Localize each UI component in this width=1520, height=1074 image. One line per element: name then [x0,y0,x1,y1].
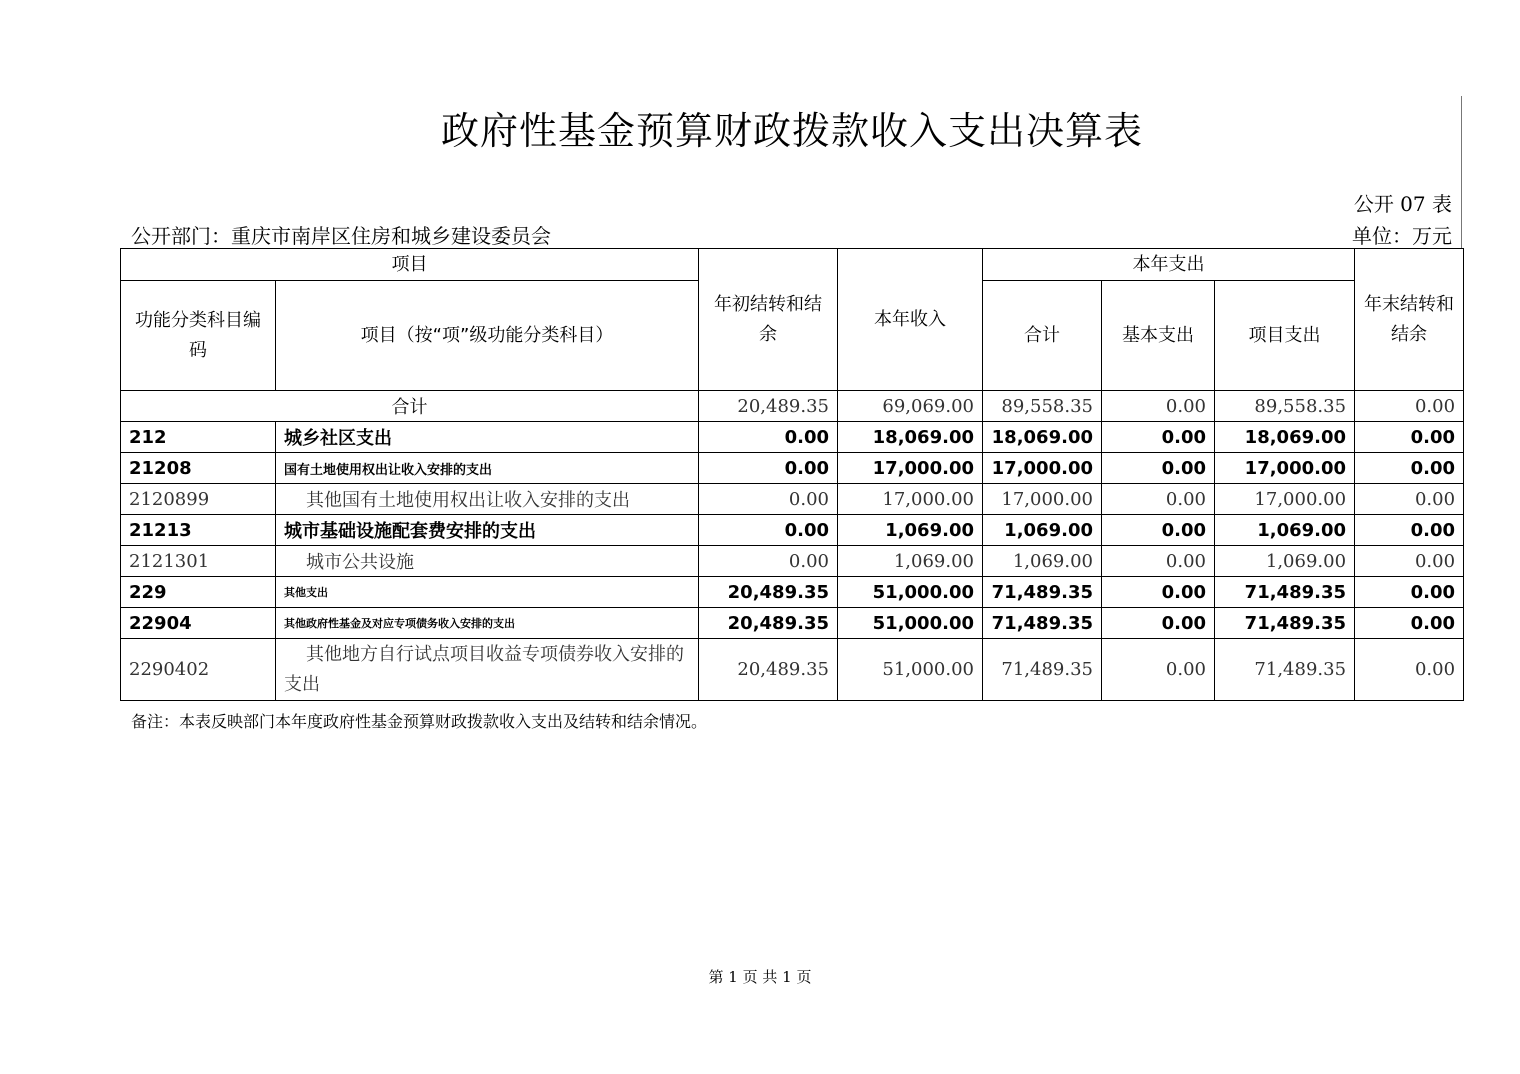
row-exp-project: 71,489.35 [1215,577,1355,608]
total-exp-basic: 0.00 [1102,391,1215,422]
row-opening: 0.00 [699,484,838,515]
header-exp-basic: 基本支出 [1102,281,1215,391]
total-opening: 20,489.35 [699,391,838,422]
row-income: 17,000.00 [838,453,983,484]
row-income: 51,000.00 [838,639,983,701]
table-row [121,577,1464,608]
row-exp-total: 71,489.35 [983,639,1102,701]
row-code: 21208 [121,453,276,484]
row-opening: 20,489.35 [699,608,838,639]
row-name: 其他政府性基金及对应专项债务收入安排的支出 [276,608,699,639]
unit-label: 单位：万元 [1352,224,1452,248]
row-opening: 0.00 [699,546,838,577]
row-exp-basic: 0.00 [1102,453,1215,484]
row-name: 城乡社区支出 [276,422,699,453]
row-closing: 0.00 [1355,639,1464,701]
row-exp-basic: 0.00 [1102,639,1215,701]
row-opening: 0.00 [699,453,838,484]
row-opening: 20,489.35 [699,639,838,701]
row-exp-project: 71,489.35 [1215,639,1355,701]
row-code: 2120899 [121,484,276,515]
row-exp-total: 18,069.00 [983,422,1102,453]
table-note: 备注：本表反映部门本年度政府性基金预算财政拨款收入支出及结转和结余情况。 [131,712,708,731]
row-name: 国有土地使用权出让收入安排的支出 [276,453,699,484]
department-label: 公开部门：重庆市南岸区住房和城乡建设委员会 [131,224,551,248]
header-code: 功能分类科目编码 [121,281,276,391]
row-exp-basic: 0.00 [1102,515,1215,546]
row-closing: 0.00 [1355,484,1464,515]
total-closing: 0.00 [1355,391,1464,422]
row-code: 21213 [121,515,276,546]
page-title: 政府性基金预算财政拨款收入支出决算表 [440,109,1143,153]
page-footer: 第 1 页 共 1 页 [708,968,812,986]
row-closing: 0.00 [1355,422,1464,453]
row-income: 51,000.00 [838,608,983,639]
header-expenditure: 本年支出 [983,249,1355,281]
row-exp-basic: 0.00 [1102,608,1215,639]
row-exp-total: 17,000.00 [983,484,1102,515]
row-exp-total: 1,069.00 [983,515,1102,546]
header-opening-balance: 年初结转和结余 [699,249,838,391]
header-exp-total: 合计 [983,281,1102,391]
row-code: 22904 [121,608,276,639]
row-opening: 0.00 [699,515,838,546]
row-name: 城市公共设施 [276,546,699,577]
table-row [121,453,1464,484]
row-exp-basic: 0.00 [1102,422,1215,453]
total-label: 合计 [121,391,699,422]
table-row [121,546,1464,577]
header-closing-balance: 年末结转和结余 [1355,249,1464,391]
row-exp-project: 18,069.00 [1215,422,1355,453]
row-exp-basic: 0.00 [1102,577,1215,608]
row-exp-basic: 0.00 [1102,546,1215,577]
row-exp-project: 17,000.00 [1215,453,1355,484]
header-project: 项目 [121,249,699,281]
row-income: 1,069.00 [838,546,983,577]
row-exp-project: 1,069.00 [1215,546,1355,577]
table-row [121,608,1464,639]
row-exp-total: 71,489.35 [983,608,1102,639]
row-income: 51,000.00 [838,577,983,608]
total-row [121,391,1464,422]
total-exp-total: 89,558.35 [983,391,1102,422]
table-number: 公开 07 表 [1353,192,1452,216]
row-opening: 0.00 [699,422,838,453]
table-row [121,639,1464,701]
row-exp-project: 1,069.00 [1215,515,1355,546]
row-code: 2121301 [121,546,276,577]
row-exp-total: 17,000.00 [983,453,1102,484]
header-name: 项目（按“项”级功能分类科目） [276,281,699,391]
row-code: 212 [121,422,276,453]
table-row [121,515,1464,546]
header-income: 本年收入 [838,249,983,391]
row-name: 其他地方自行试点项目收益专项债券收入安排的支出 [276,639,699,701]
row-code: 229 [121,577,276,608]
table-row [121,422,1464,453]
row-income: 1,069.00 [838,515,983,546]
table-row [121,484,1464,515]
row-name: 其他支出 [276,577,699,608]
row-exp-project: 71,489.35 [1215,608,1355,639]
total-income: 69,069.00 [838,391,983,422]
row-name: 城市基础设施配套费安排的支出 [276,515,699,546]
row-opening: 20,489.35 [699,577,838,608]
row-name: 其他国有土地使用权出让收入安排的支出 [276,484,699,515]
row-exp-total: 1,069.00 [983,546,1102,577]
row-closing: 0.00 [1355,608,1464,639]
row-closing: 0.00 [1355,515,1464,546]
header-exp-project: 项目支出 [1215,281,1355,391]
budget-table [120,248,1464,701]
row-closing: 0.00 [1355,453,1464,484]
row-code: 2290402 [121,639,276,701]
row-exp-basic: 0.00 [1102,484,1215,515]
row-exp-total: 71,489.35 [983,577,1102,608]
row-closing: 0.00 [1355,577,1464,608]
row-exp-project: 17,000.00 [1215,484,1355,515]
row-closing: 0.00 [1355,546,1464,577]
row-income: 17,000.00 [838,484,983,515]
row-income: 18,069.00 [838,422,983,453]
total-exp-project: 89,558.35 [1215,391,1355,422]
